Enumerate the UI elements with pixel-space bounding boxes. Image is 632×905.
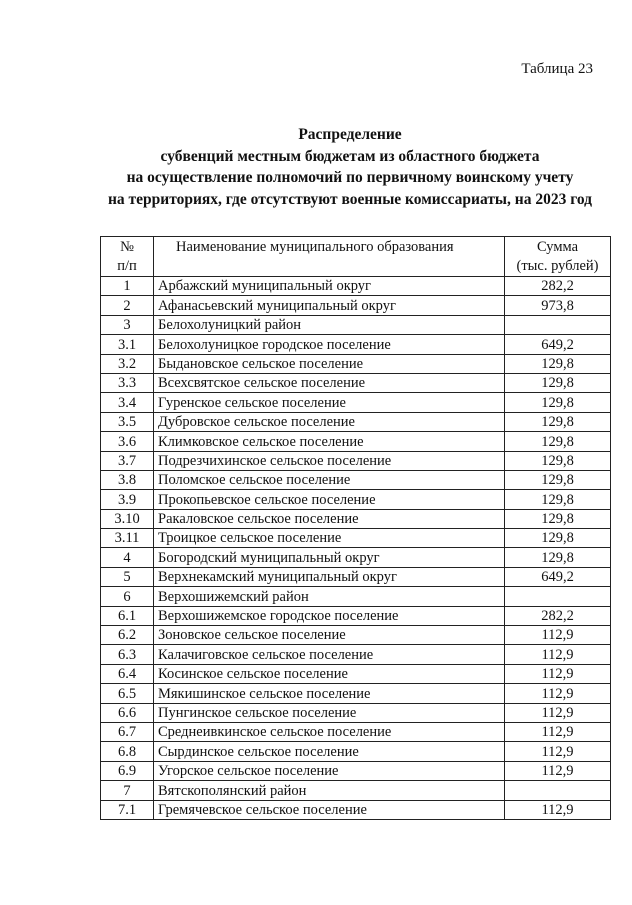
row-sum: 112,9 [505, 722, 611, 741]
row-sum: 129,8 [505, 451, 611, 470]
row-sum: 129,8 [505, 412, 611, 431]
table-row [101, 645, 611, 664]
table-row [101, 781, 611, 800]
header-sum-line-2: (тыс. рублей) [516, 258, 599, 274]
row-name: Подрезчихинское сельское поселение [154, 451, 505, 470]
table-row [101, 742, 611, 761]
subvention-table [100, 236, 611, 820]
header-number [101, 237, 154, 277]
row-number: 6.9 [101, 761, 154, 780]
document-heading [0, 124, 632, 210]
row-number: 6.2 [101, 626, 154, 645]
row-number: 6.7 [101, 722, 154, 741]
row-sum: 129,8 [505, 490, 611, 509]
table-row [101, 684, 611, 703]
row-name: Среднеивкинское сельское поселение [154, 722, 505, 741]
row-number: 6.3 [101, 645, 154, 664]
table-row [101, 664, 611, 683]
row-name: Белохолуницкое городское поселение [154, 335, 505, 354]
table-row [101, 567, 611, 586]
table-row [101, 335, 611, 354]
row-sum: 129,8 [505, 354, 611, 373]
row-number: 7.1 [101, 800, 154, 819]
row-number: 3.4 [101, 393, 154, 412]
table-row [101, 761, 611, 780]
table-row [101, 529, 611, 548]
row-name: Поломское сельское поселение [154, 470, 505, 489]
row-number: 3.9 [101, 490, 154, 509]
row-name: Быдановское сельское поселение [154, 354, 505, 373]
header-number-line-2: п/п [117, 258, 137, 274]
row-name: Богородский муниципальный округ [154, 548, 505, 567]
row-number: 3.11 [101, 529, 154, 548]
table-number-label: Таблица 23 [521, 61, 593, 77]
row-number: 6 [101, 587, 154, 606]
table-row [101, 315, 611, 334]
row-number: 3.6 [101, 432, 154, 451]
table-row [101, 800, 611, 819]
row-number: 3.7 [101, 451, 154, 470]
row-name: Гремячевское сельское поселение [154, 800, 505, 819]
table-row [101, 587, 611, 606]
row-name: Угорское сельское поселение [154, 761, 505, 780]
table-header-row [101, 237, 611, 277]
row-sum: 129,8 [505, 373, 611, 392]
row-sum: 112,9 [505, 761, 611, 780]
row-name: Всехсвятское сельское поселение [154, 373, 505, 392]
heading-line-2: субвенций местным бюджетам из областного бюджета [160, 147, 540, 165]
table-row [101, 393, 611, 412]
row-name: Гуренское сельское поселение [154, 393, 505, 412]
row-number: 6.8 [101, 742, 154, 761]
row-number: 3.1 [101, 335, 154, 354]
row-number: 3.5 [101, 412, 154, 431]
row-sum: 282,2 [505, 606, 611, 625]
row-name: Белохолуницкий район [154, 315, 505, 334]
row-name: Дубровское сельское поселение [154, 412, 505, 431]
row-sum: 112,9 [505, 664, 611, 683]
row-sum: 129,8 [505, 470, 611, 489]
heading-line-3: на осуществление полномочий по первичному воинскому учету [126, 169, 574, 186]
row-name: Пунгинское сельское поселение [154, 703, 505, 722]
row-number: 3 [101, 315, 154, 334]
heading-line-4: на территориях, где отсутствуют военные комиссариаты, на 2023 год [107, 190, 593, 208]
row-sum: 112,9 [505, 703, 611, 722]
table-row [101, 412, 611, 431]
row-number: 6.5 [101, 684, 154, 703]
row-name: Зоновское сельское поселение [154, 626, 505, 645]
row-name: Ракаловское сельское поселение [154, 509, 505, 528]
row-name: Вятскополянский район [154, 781, 505, 800]
row-name: Мякишинское сельское поселение [154, 684, 505, 703]
row-name: Верхошижемский район [154, 587, 505, 606]
row-sum [505, 587, 611, 606]
row-name: Верхнекамский муниципальный округ [154, 567, 505, 586]
row-number: 6.6 [101, 703, 154, 722]
table-row [101, 432, 611, 451]
table-row [101, 606, 611, 625]
row-sum [505, 315, 611, 334]
table-row [101, 470, 611, 489]
table-row [101, 277, 611, 296]
row-sum: 973,8 [505, 296, 611, 315]
header-number-line-1: № [120, 239, 134, 255]
row-name: Климковское сельское поселение [154, 432, 505, 451]
heading-line-1: Распределение [298, 126, 402, 143]
row-number: 3.2 [101, 354, 154, 373]
row-number: 3.8 [101, 470, 154, 489]
row-name: Афанасьевский муниципальный округ [154, 296, 505, 315]
row-sum: 129,8 [505, 529, 611, 548]
table-row [101, 296, 611, 315]
table-row [101, 373, 611, 392]
row-sum: 129,8 [505, 393, 611, 412]
row-number: 7 [101, 781, 154, 800]
row-name: Прокопьевское сельское поселение [154, 490, 505, 509]
table-body [101, 277, 611, 820]
row-name: Троицкое сельское поселение [154, 529, 505, 548]
row-sum: 649,2 [505, 335, 611, 354]
table-row [101, 548, 611, 567]
table-row [101, 451, 611, 470]
row-sum [505, 781, 611, 800]
row-number: 3.10 [101, 509, 154, 528]
row-number: 4 [101, 548, 154, 567]
row-name: Косинское сельское поселение [154, 664, 505, 683]
row-sum: 112,9 [505, 742, 611, 761]
row-name: Арбажский муниципальный округ [154, 277, 505, 296]
header-sum [505, 237, 611, 277]
row-sum: 112,9 [505, 645, 611, 664]
row-number: 1 [101, 277, 154, 296]
row-number: 5 [101, 567, 154, 586]
header-name: Наименование муниципального образования [154, 237, 505, 277]
row-number: 2 [101, 296, 154, 315]
row-name: Сырдинское сельское поселение [154, 742, 505, 761]
row-sum: 282,2 [505, 277, 611, 296]
table-row [101, 722, 611, 741]
table-row [101, 703, 611, 722]
row-sum: 112,9 [505, 800, 611, 819]
row-name: Верхошижемское городское поселение [154, 606, 505, 625]
row-sum: 112,9 [505, 684, 611, 703]
row-sum: 129,8 [505, 432, 611, 451]
row-sum: 129,8 [505, 509, 611, 528]
header-sum-line-1: Сумма [536, 239, 579, 255]
table-row [101, 490, 611, 509]
row-sum: 649,2 [505, 567, 611, 586]
row-sum: 112,9 [505, 626, 611, 645]
row-name: Калачиговское сельское поселение [154, 645, 505, 664]
table-row [101, 509, 611, 528]
table-row [101, 354, 611, 373]
row-number: 6.4 [101, 664, 154, 683]
table-row [101, 626, 611, 645]
row-number: 6.1 [101, 606, 154, 625]
row-sum: 129,8 [505, 548, 611, 567]
row-number: 3.3 [101, 373, 154, 392]
